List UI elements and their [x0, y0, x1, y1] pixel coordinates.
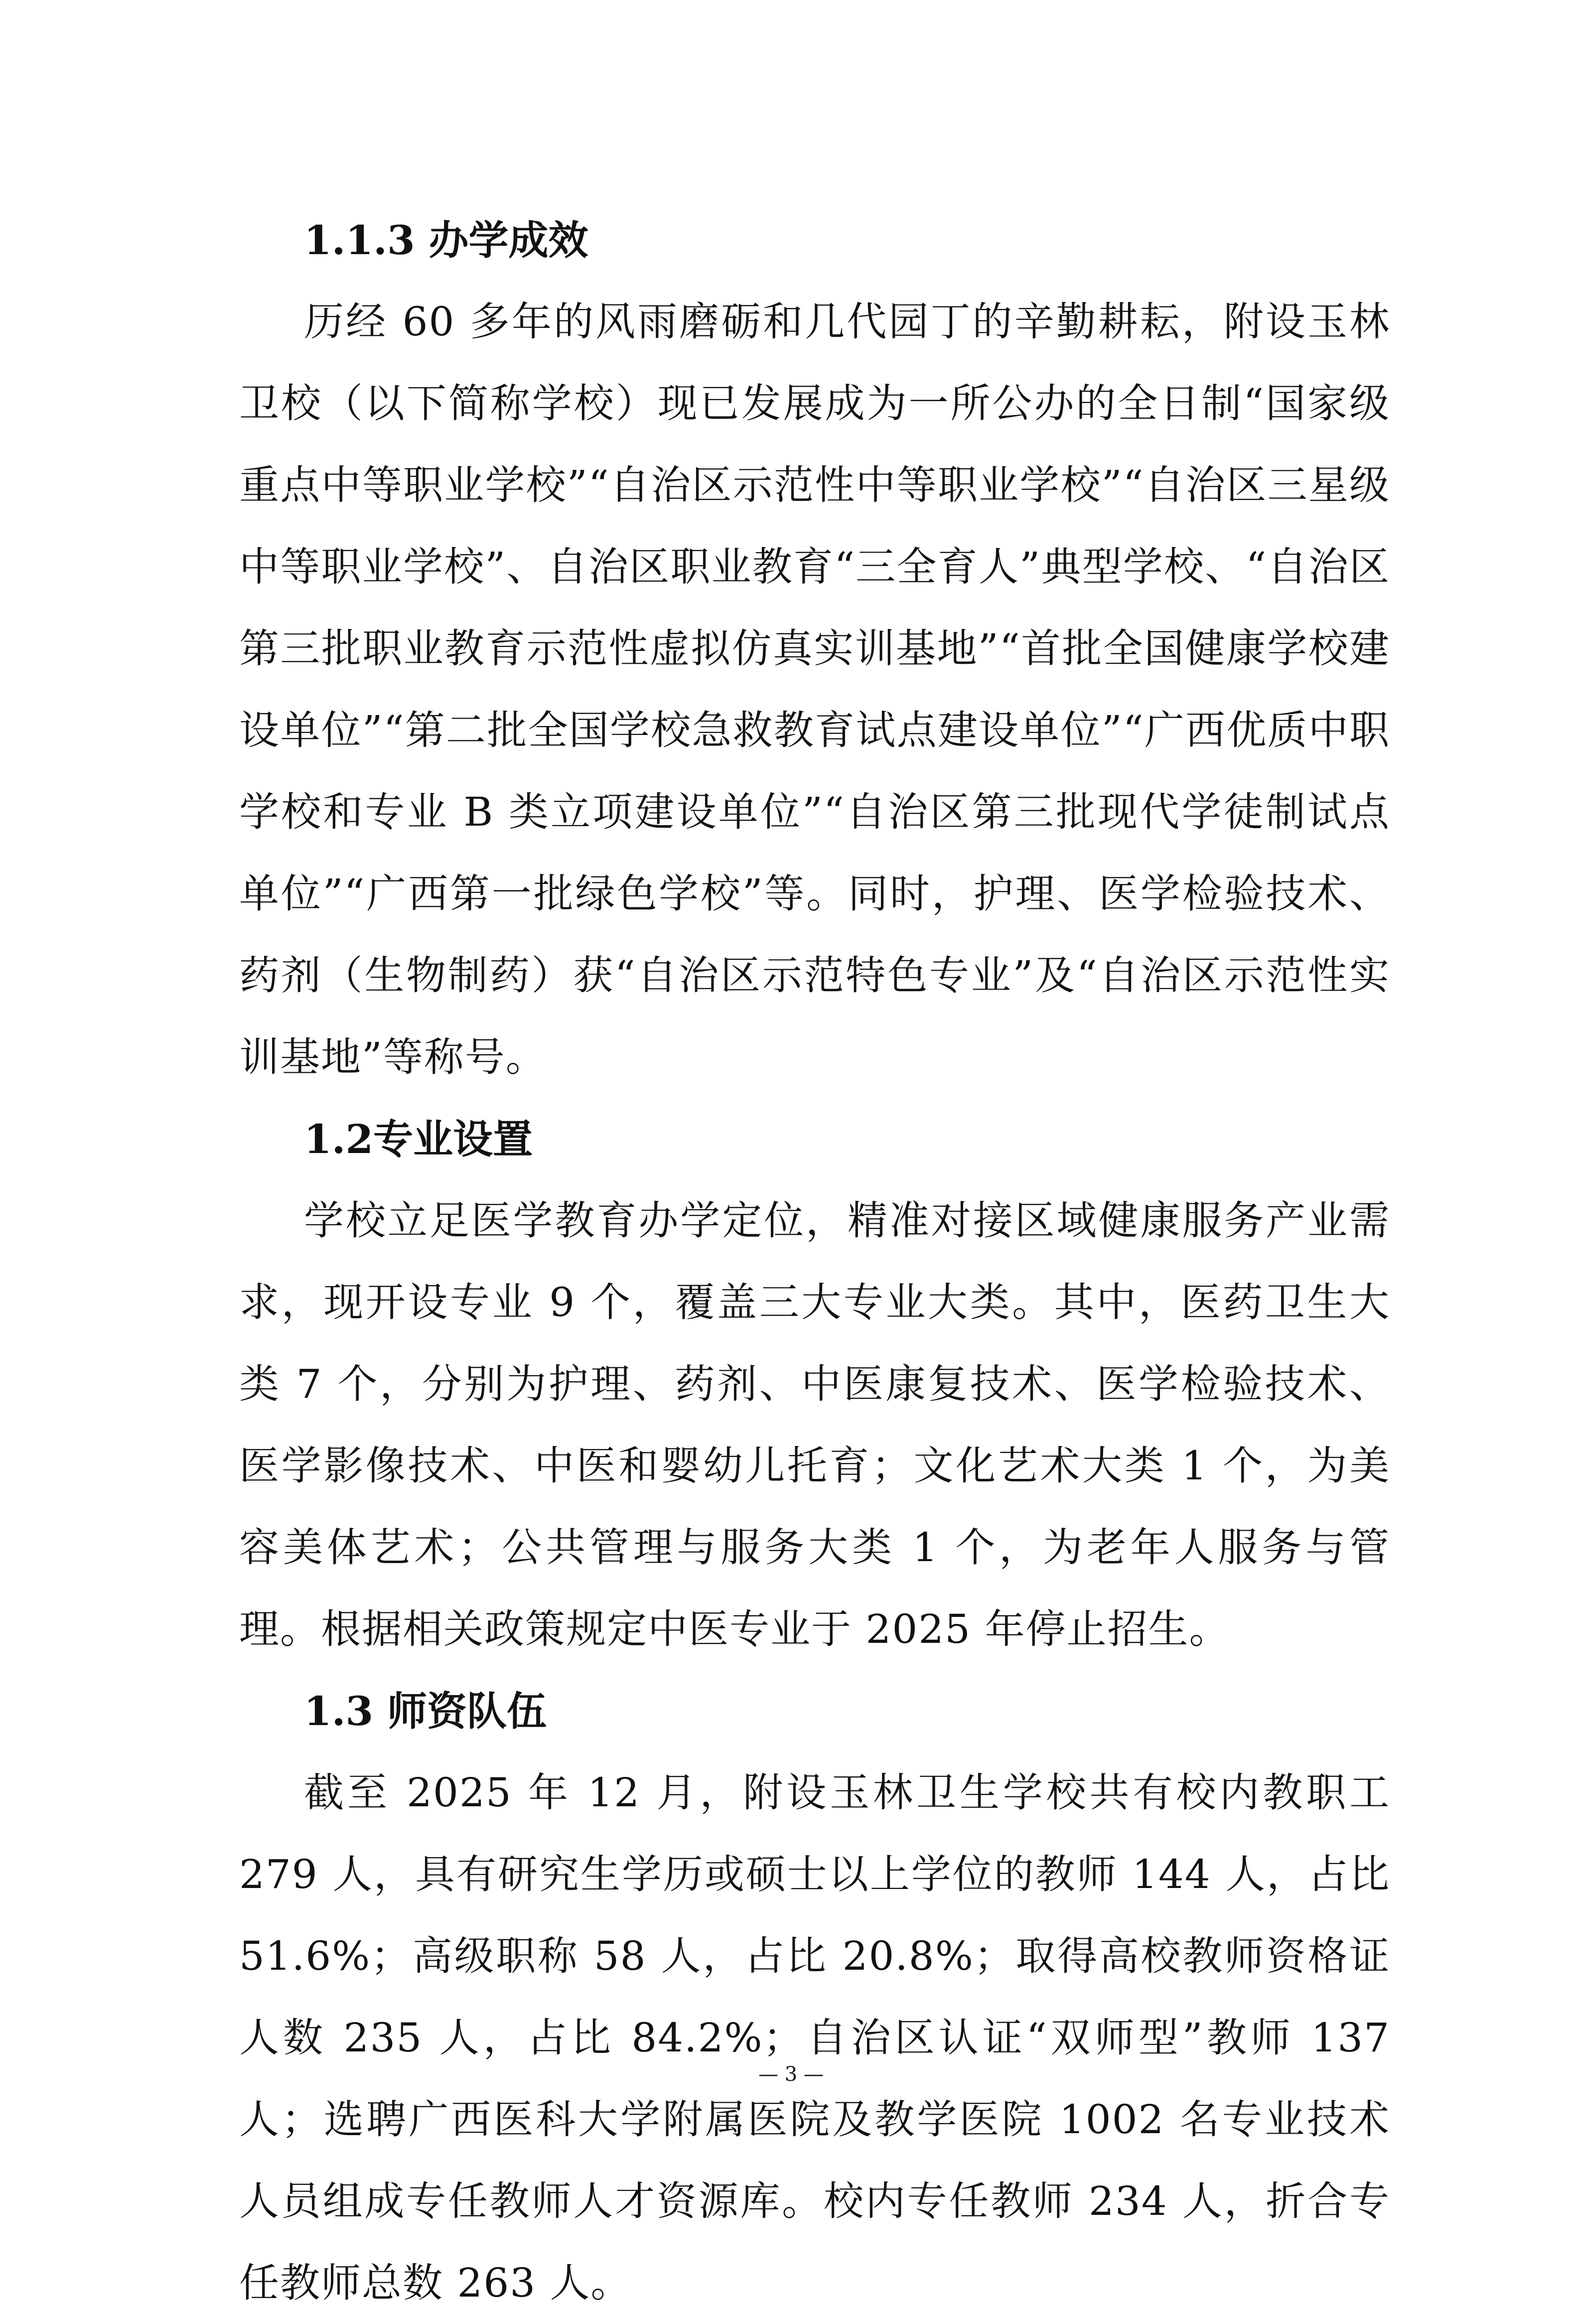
section-heading-majors: 1.2专业设置 [304, 1116, 533, 1162]
section-heading-achievements: 1.1.3 办学成效 [304, 217, 588, 264]
section-heading-faculty: 1.3 师资队伍 [304, 1688, 547, 1735]
document-body [239, 199, 1390, 2324]
section-paragraph-majors: 学校立足医学教育办学定位，精准对接区域健康服务产业需求，现开设专业 9 个，覆盖三大专业大类。其中，医药卫生大类 7 个，分别为护理、药剂、中医康复技术、医学检验技术、医学影像技术、中医和婴幼儿托育；文化艺术大类 1 个，为美容美体艺术；公共管理与服务大类 1 个，为老年人服务与管理。根据相关政策规定中医专业于 2025 年停止招生。 [239, 1197, 1390, 1652]
section-paragraph-achievements: 历经 60 多年的风雨磨砺和几代园丁的辛勤耕耘，附设玉林卫校（以下简称学校）现已发展成为一所公办的全日制“国家级重点中等职业学校”“自治区示范性中等职业学校”“自治区三星级中等职业学校”、自治区职业教育“三全育人”典型学校、“自治区第三批职业教育示范性虚拟仿真实训基地”“首批全国健康学校建设单位”“第二批全国学校急救教育试点建设单位”“广西优质中职学校和专业 B 类立项建设单位”“自治区第三批现代学徒制试点单位”“广西第一批绿色学校”等。同时，护理、医学检验技术、药剂（生物制药）获“自治区示范特色专业”及“自治区示范性实训基地”等称号。 [239, 298, 1390, 1080]
section-paragraph-faculty: 截至 2025 年 12 月，附设玉林卫生学校共有校内教职工 279 人，具有研究生学历或硕士以上学位的教师 144 人，占比 51.6%；高级职称 58 人，占比 20.8%；取得高校教师资格证人数 235 人，占比 84.2%；自治区认证“双师型”教师 137 人；选聘广西医科大学附属医院及教学医院 1002 名专业技术人员组成专任教师人才资源库。校内专任教师 234 人，折合专任教师总数 263 人。 [239, 1769, 1390, 2306]
page-number: — 3 — [758, 2063, 824, 2086]
